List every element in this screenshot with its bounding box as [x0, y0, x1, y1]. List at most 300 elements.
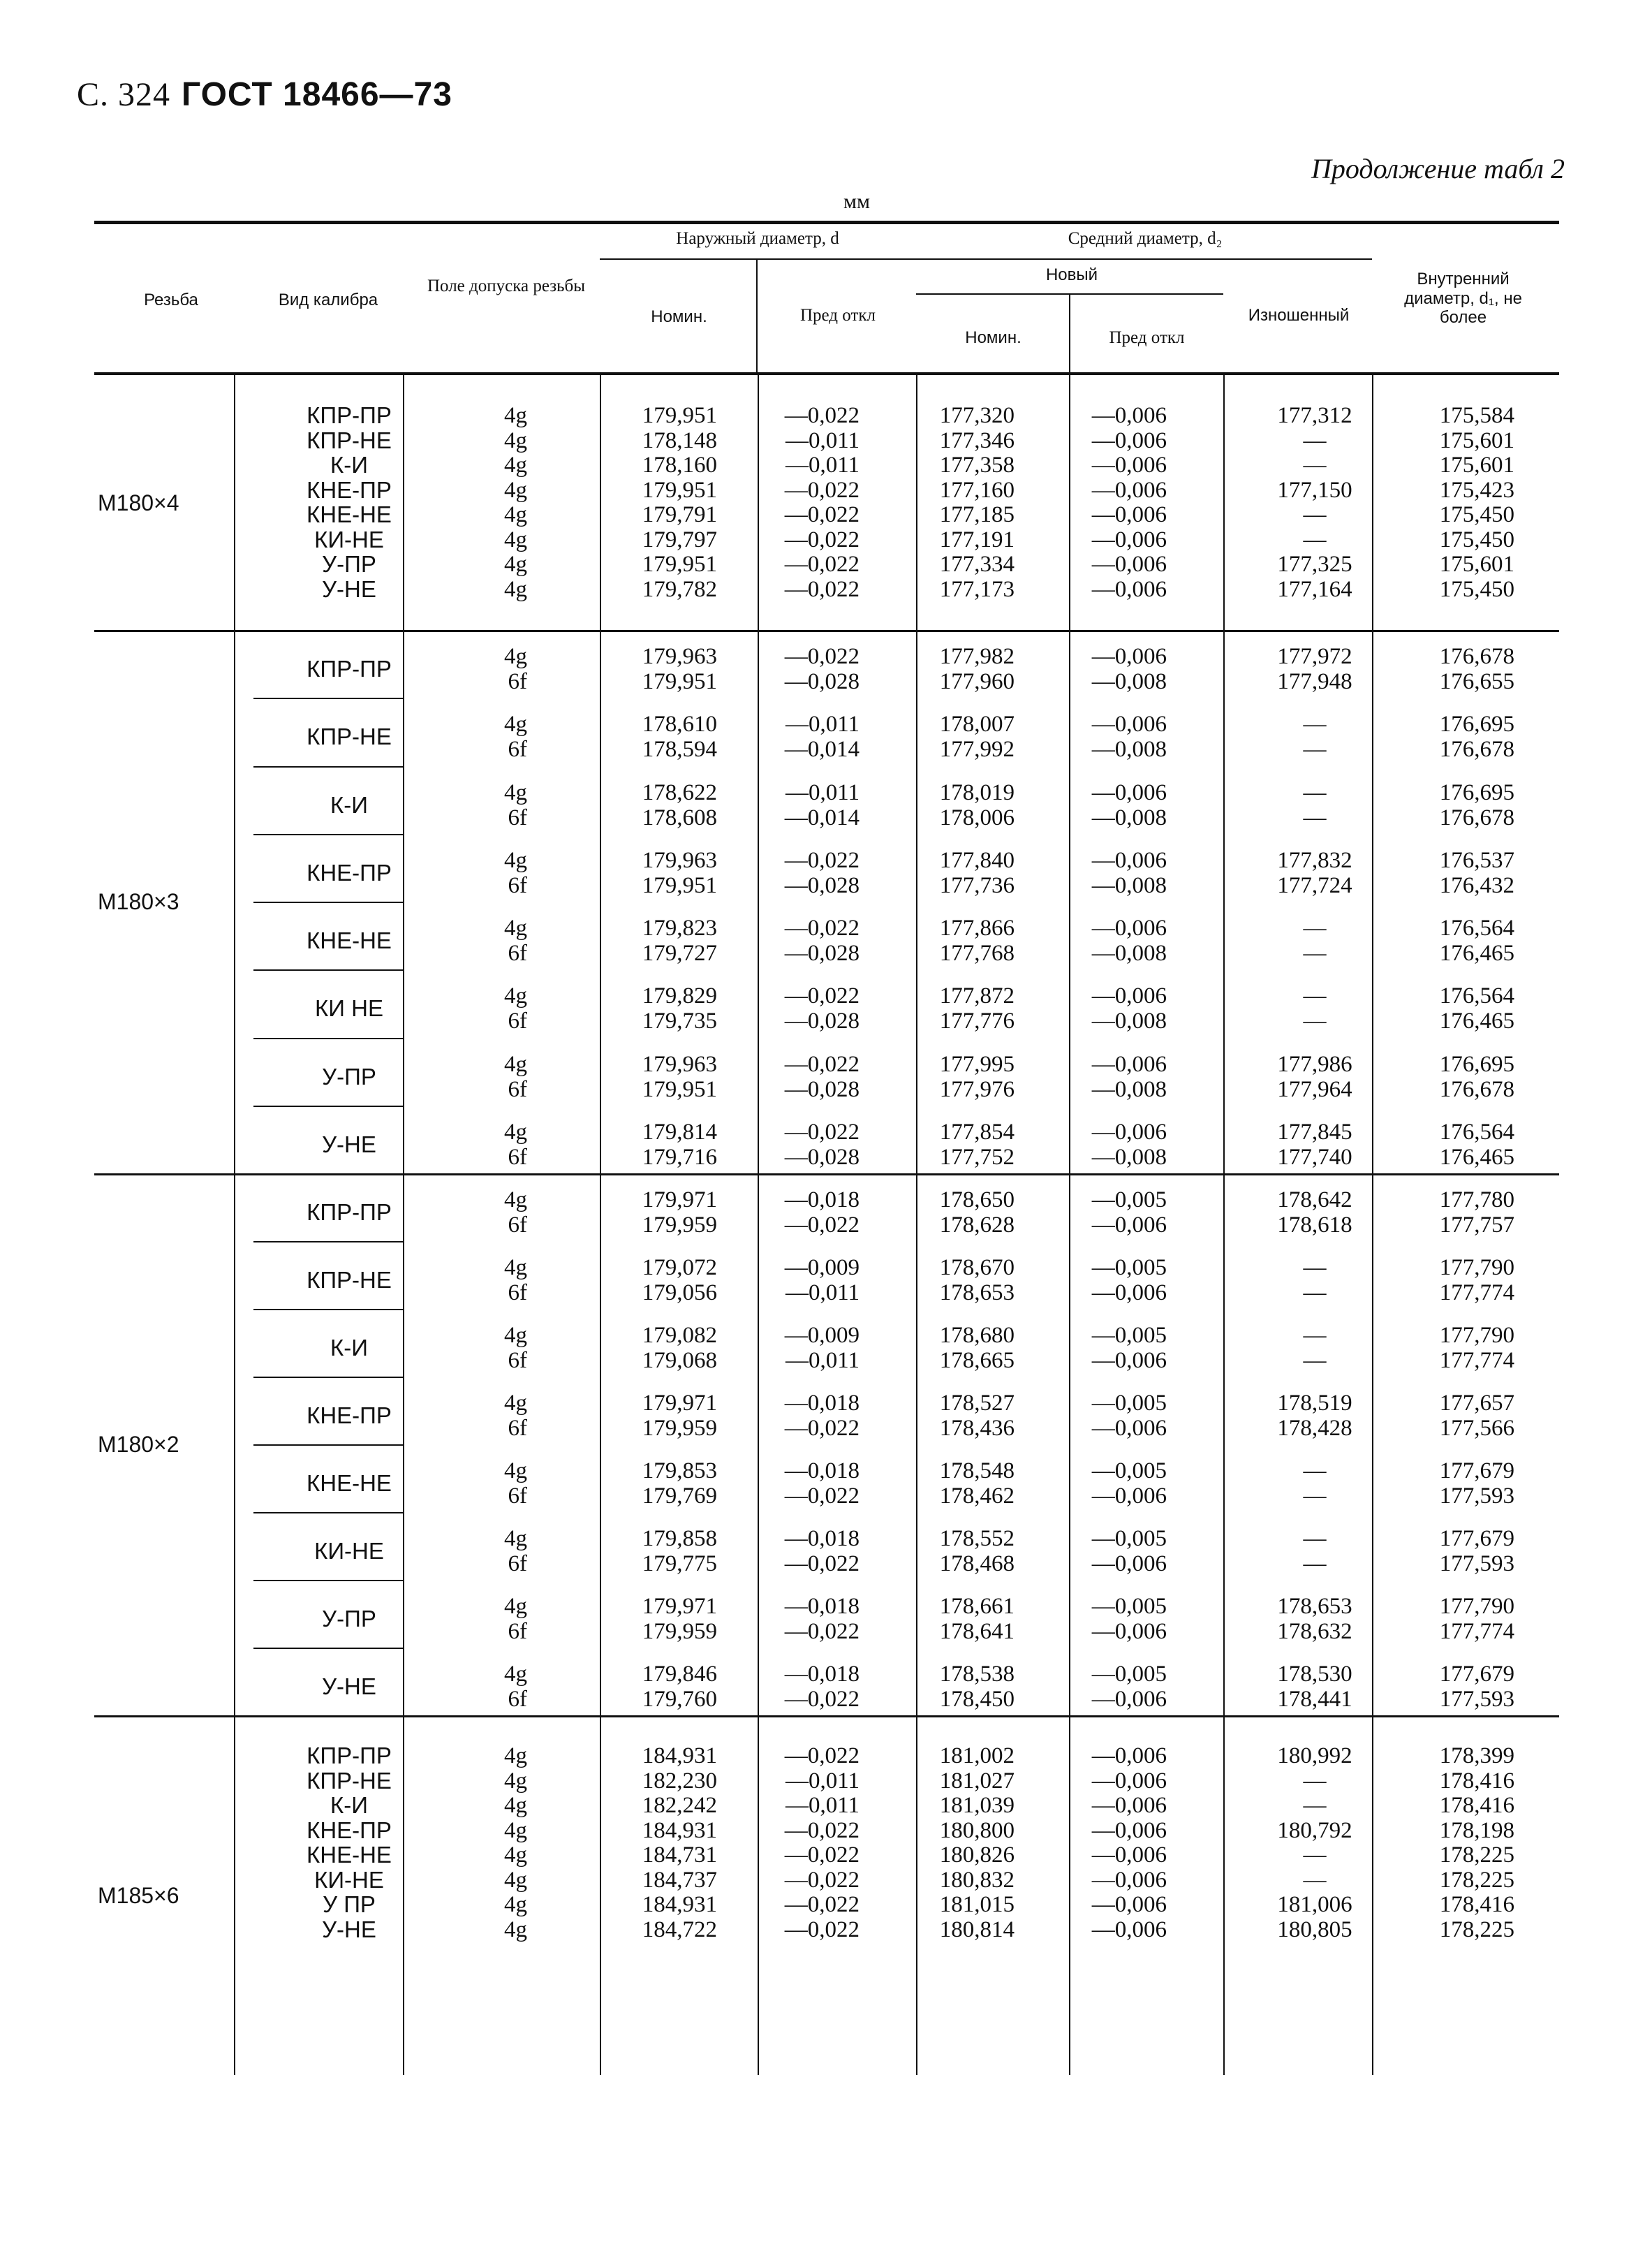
table-cell: —0,005	[1091, 1187, 1167, 1212]
col-header-outer-nominal: Номин.	[651, 307, 707, 326]
gauge-type: У-НЕ	[322, 1916, 376, 1942]
table-cell: —0,018	[784, 1391, 860, 1416]
col-header-outer-diameter: Наружный диаметр, d	[676, 229, 839, 248]
table-cell: 175,450	[1439, 527, 1514, 552]
gauge-type: КПР-ПР	[307, 402, 392, 428]
col-header-thread: Резьба	[144, 291, 198, 309]
table-cell: 178,441	[1277, 1687, 1352, 1712]
table-cell: 178,198	[1439, 1817, 1514, 1843]
table-cell: 179,782	[642, 576, 717, 602]
group-separator	[253, 1648, 403, 1649]
table-cell: 179,068	[642, 1348, 717, 1373]
col-header-new: Новый	[1045, 265, 1098, 284]
table-cell: 178,006	[939, 805, 1015, 830]
table-cell: —0,006	[1091, 527, 1167, 552]
table-cell: 176,695	[1439, 779, 1514, 805]
table-cell: —0,028	[784, 669, 860, 694]
table-cell: 175,601	[1439, 427, 1514, 453]
table-cell: 179,971	[642, 1594, 717, 1619]
table-cell: 177,976	[939, 1076, 1015, 1102]
table-cell: 4g	[504, 779, 527, 805]
table-cell: 178,665	[939, 1348, 1015, 1373]
table-cell: 177,736	[939, 872, 1015, 898]
table-cell: 4g	[504, 403, 527, 428]
table-cell: 179,760	[642, 1687, 717, 1712]
table-cell: 177,840	[939, 847, 1015, 873]
col-header-worn: Изношенный	[1248, 306, 1350, 325]
table-cell: —0,006	[1091, 1892, 1167, 1917]
table-cell: 4g	[504, 1051, 527, 1077]
table-cell: 181,039	[939, 1793, 1015, 1818]
page-header	[77, 75, 452, 114]
table-cell: 4g	[504, 1892, 527, 1917]
group-separator	[253, 1106, 403, 1107]
gauge-type: К-И	[330, 1792, 368, 1818]
table-cell: 179,858	[642, 1526, 717, 1551]
table-cell: 177,164	[1277, 576, 1352, 602]
table-cell: —0,006	[1091, 1619, 1167, 1644]
table-cell: —0,006	[1091, 427, 1167, 453]
thread-designation: М185×6	[98, 1883, 179, 1908]
table-cell: 177,872	[939, 983, 1015, 1009]
table-cell: 177,992	[939, 737, 1015, 763]
table-cell: —0,006	[1091, 1348, 1167, 1373]
table-cell: 175,601	[1439, 552, 1514, 577]
table-cell: 177,866	[939, 916, 1015, 941]
table-cell: —	[1303, 983, 1327, 1009]
gauge-type: КПР-НЕ	[307, 427, 392, 453]
table-cell: 178,007	[939, 712, 1015, 738]
gauge-type: КНЕ-ПР	[307, 476, 392, 503]
table-cell: 178,148	[642, 427, 717, 453]
table-cell: 4g	[504, 1743, 527, 1768]
table-cell: —0,008	[1091, 669, 1167, 694]
table-cell: 176,432	[1439, 872, 1514, 898]
table-cell: 6f	[508, 1619, 527, 1644]
table-cell: —0,022	[784, 1416, 860, 1441]
gauge-type: К-И	[330, 791, 368, 818]
table-cell: —0,028	[784, 941, 860, 966]
table-cell: —0,022	[784, 847, 860, 873]
gauge-type: К-И	[330, 1335, 368, 1361]
table-cell: 177,593	[1439, 1687, 1514, 1712]
table-cell: 178,608	[642, 805, 717, 830]
table-cell: —0,011	[785, 1280, 860, 1305]
table-cell: —0,028	[784, 872, 860, 898]
table-cell: —0,006	[1091, 1743, 1167, 1768]
table-cell: —	[1303, 1551, 1327, 1576]
table-cell: —0,028	[784, 1009, 860, 1034]
table-cell: 4g	[504, 1119, 527, 1145]
table-cell: —0,006	[1091, 1842, 1167, 1868]
table-cell: 181,002	[939, 1743, 1015, 1768]
group-separator	[253, 1241, 403, 1242]
table-cell: 177,185	[939, 502, 1015, 527]
gauge-type: КНЕ-НЕ	[307, 501, 392, 527]
group-separator	[253, 1444, 403, 1446]
table-cell: —0,008	[1091, 872, 1167, 898]
table-cell: 177,995	[939, 1051, 1015, 1077]
gauge-type: У-НЕ	[322, 575, 376, 602]
table-cell: —	[1303, 502, 1327, 527]
table-cell: 179,951	[642, 872, 717, 898]
table-cell: —0,006	[1091, 847, 1167, 873]
table-cell: 177,790	[1439, 1594, 1514, 1619]
table-cell: —	[1303, 1793, 1327, 1818]
table-cell: —0,022	[784, 1619, 860, 1644]
table-cell: —	[1303, 1348, 1327, 1373]
table-cell: 4g	[504, 477, 527, 503]
table-cell: 177,752	[939, 1144, 1015, 1170]
table-cell: 4g	[504, 847, 527, 873]
table-cell: —0,005	[1091, 1323, 1167, 1348]
table-cell: —0,022	[784, 576, 860, 602]
table-cell: —0,022	[784, 1483, 860, 1509]
table-cell: —0,022	[784, 916, 860, 941]
table-cell: —0,006	[1091, 983, 1167, 1009]
table-cell: —0,011	[785, 712, 860, 738]
table-cell: 177,832	[1277, 847, 1352, 873]
table-cell: 178,552	[939, 1526, 1015, 1551]
table-cell: 6f	[508, 805, 527, 830]
table-cell: 179,951	[642, 1076, 717, 1102]
table-cell: 184,931	[642, 1892, 717, 1917]
gauge-type: КИ-НЕ	[314, 1866, 384, 1893]
table-cell: 178,618	[1277, 1212, 1352, 1238]
table-cell: —0,006	[1091, 1212, 1167, 1238]
group-separator	[253, 766, 403, 768]
table-cell: —0,008	[1091, 1009, 1167, 1034]
table-cell: 179,951	[642, 477, 717, 503]
group-separator	[253, 698, 403, 699]
table-cell: —	[1303, 916, 1327, 941]
table-cell: 177,768	[939, 941, 1015, 966]
table-cell: 181,027	[939, 1768, 1015, 1794]
table-cell: 176,678	[1439, 737, 1514, 763]
table-cell: —0,006	[1091, 453, 1167, 478]
table-cell: 4g	[504, 1323, 527, 1348]
gauge-type: У-ПР	[322, 551, 376, 577]
table-cell: —0,006	[1091, 477, 1167, 503]
gauge-type: КПР-НЕ	[307, 724, 392, 750]
table-cell: 177,740	[1277, 1144, 1352, 1170]
table-cell: 4g	[504, 1458, 527, 1483]
table-cell: —0,006	[1091, 1867, 1167, 1893]
table-cell: 178,416	[1439, 1892, 1514, 1917]
table-cell: 178,468	[939, 1551, 1015, 1576]
table-cell: 178,653	[1277, 1594, 1352, 1619]
table-cell: 4g	[504, 1187, 527, 1212]
table-cell: 178,680	[939, 1323, 1015, 1348]
table-cell: —0,006	[1091, 916, 1167, 941]
table-cell: —0,028	[784, 1144, 860, 1170]
table-cell: —0,006	[1091, 1916, 1167, 1942]
group-separator	[253, 1512, 403, 1513]
table-cell: —0,011	[785, 1793, 860, 1818]
table-cell: 179,951	[642, 403, 717, 428]
table-cell: —0,005	[1091, 1526, 1167, 1551]
table-cell: 175,601	[1439, 453, 1514, 478]
table-cell: —0,028	[784, 1076, 860, 1102]
table-cell: 6f	[508, 1348, 527, 1373]
table-cell: —0,022	[784, 1551, 860, 1576]
gauge-type: КПР-НЕ	[307, 1767, 392, 1794]
table-cell: 179,082	[642, 1323, 717, 1348]
table-cell: 4g	[504, 712, 527, 738]
section-separator	[94, 1715, 1559, 1717]
table-cell: —	[1303, 1323, 1327, 1348]
table-cell: 179,959	[642, 1619, 717, 1644]
table-cell: 4g	[504, 1842, 527, 1868]
table-cell: 180,805	[1277, 1916, 1352, 1942]
table-cell: 178,019	[939, 779, 1015, 805]
table-cell: —0,006	[1091, 1687, 1167, 1712]
gauge-type: КНЕ-НЕ	[307, 1842, 392, 1868]
table-cell: —0,006	[1091, 552, 1167, 577]
table-cell: 179,963	[642, 847, 717, 873]
table-cell: 6f	[508, 1551, 527, 1576]
table-cell: 179,791	[642, 502, 717, 527]
table-cell: 176,564	[1439, 916, 1514, 941]
table-cell: —0,005	[1091, 1662, 1167, 1687]
col-header-gauge: Вид калибра	[278, 291, 378, 309]
table-cell: —	[1303, 1458, 1327, 1483]
table-cell: 181,006	[1277, 1892, 1352, 1917]
table-cell: 179,951	[642, 552, 717, 577]
table-cell: —0,005	[1091, 1255, 1167, 1280]
table-cell: —0,006	[1091, 712, 1167, 738]
table-cell: 176,678	[1439, 1076, 1514, 1102]
table-cell: 176,564	[1439, 983, 1514, 1009]
table-cell: 179,056	[642, 1280, 717, 1305]
table-cell: 175,584	[1439, 403, 1514, 428]
data-table	[94, 221, 1559, 2075]
table-cell: —0,006	[1091, 1280, 1167, 1305]
table-cell: 179,951	[642, 669, 717, 694]
table-cell: 178,653	[939, 1280, 1015, 1305]
table-cell: 178,548	[939, 1458, 1015, 1483]
table-cell: 6f	[508, 669, 527, 694]
table-cell: 179,716	[642, 1144, 717, 1170]
table-cell: —	[1303, 1842, 1327, 1868]
gauge-type: КПР-ПР	[307, 656, 392, 682]
table-cell: 177,986	[1277, 1051, 1352, 1077]
table-cell: —0,018	[784, 1594, 860, 1619]
thread-designation: М180×3	[98, 889, 179, 914]
table-cell: —0,008	[1091, 737, 1167, 763]
table-cell: —0,022	[784, 552, 860, 577]
table-cell: 178,399	[1439, 1743, 1514, 1768]
thread-designation: М180×4	[98, 490, 179, 515]
table-cell: 179,971	[642, 1187, 717, 1212]
table-cell: —0,022	[784, 403, 860, 428]
gauge-type: КИ НЕ	[315, 995, 383, 1022]
gauge-type: У-ПР	[322, 1606, 376, 1632]
table-cell: —0,008	[1091, 805, 1167, 830]
col-header-pitch-deviation: Пред откл	[1109, 328, 1185, 347]
table-cell: —0,022	[784, 1867, 860, 1893]
table-cell: 4g	[504, 552, 527, 577]
table-cell: —0,006	[1091, 1551, 1167, 1576]
gauge-type: КИ-НЕ	[314, 526, 384, 552]
table-cell: —0,014	[784, 737, 860, 763]
table-cell: —0,006	[1091, 576, 1167, 602]
table-cell: —0,006	[1091, 779, 1167, 805]
table-cell: 6f	[508, 1416, 527, 1441]
table-cell: 176,655	[1439, 669, 1514, 694]
table-cell: —0,009	[784, 1323, 860, 1348]
table-cell: 4g	[504, 1793, 527, 1818]
table-cell: 178,160	[642, 453, 717, 478]
table-cell: —0,006	[1091, 1483, 1167, 1509]
table-cell: 177,679	[1439, 1662, 1514, 1687]
table-cell: 177,160	[939, 477, 1015, 503]
col-header-outer-deviation: Пред откл	[799, 306, 876, 325]
table-cell: 180,800	[939, 1817, 1015, 1843]
table-cell: 180,992	[1277, 1743, 1352, 1768]
table-cell: 177,780	[1439, 1187, 1514, 1212]
table-cell: 6f	[508, 1076, 527, 1102]
table-cell: 180,792	[1277, 1817, 1352, 1843]
table-cell: 177,964	[1277, 1076, 1352, 1102]
table-cell: 184,931	[642, 1817, 717, 1843]
table-cell: —0,011	[785, 1768, 860, 1794]
table-cell: 175,450	[1439, 576, 1514, 602]
header-divider-new	[1069, 295, 1070, 373]
group-separator	[253, 902, 403, 903]
table-cell: 176,695	[1439, 712, 1514, 738]
table-cell: —0,006	[1091, 1416, 1167, 1441]
table-cell: —0,022	[784, 1743, 860, 1768]
table-cell: 4g	[504, 983, 527, 1009]
table-cell: —0,006	[1091, 644, 1167, 669]
table-cell: 178,628	[939, 1212, 1015, 1238]
group-separator	[253, 1580, 403, 1581]
table-top-rule	[94, 221, 1559, 224]
table-cell: 177,173	[939, 576, 1015, 602]
table-cell: —	[1303, 1009, 1327, 1034]
table-cell: —	[1303, 779, 1327, 805]
table-cell: 6f	[508, 1483, 527, 1509]
table-cell: —0,018	[784, 1526, 860, 1551]
table-cell: 178,450	[939, 1687, 1015, 1712]
table-cell: 182,242	[642, 1793, 717, 1818]
table-cell: 178,632	[1277, 1619, 1352, 1644]
gauge-type: К-И	[330, 452, 368, 478]
table-cell: —	[1303, 1280, 1327, 1305]
table-cell: 6f	[508, 1144, 527, 1170]
header-rule-outer	[600, 258, 1372, 260]
col-header-pitch-nominal: Номин.	[965, 328, 1022, 347]
page-number: С. 324	[77, 76, 171, 113]
table-cell: —0,005	[1091, 1391, 1167, 1416]
table-cell: —0,006	[1091, 1817, 1167, 1843]
table-cell: —0,006	[1091, 1051, 1167, 1077]
gauge-type: КНЕ-ПР	[307, 859, 392, 886]
table-cell: —0,018	[784, 1458, 860, 1483]
table-cell: —	[1303, 1483, 1327, 1509]
table-cell: 176,537	[1439, 847, 1514, 873]
table-cell: —0,006	[1091, 1793, 1167, 1818]
group-separator	[253, 969, 403, 971]
table-cell: 179,797	[642, 527, 717, 552]
table-cell: 178,436	[939, 1416, 1015, 1441]
table-continuation-note: Продолжение табл 2	[1311, 153, 1565, 184]
table-cell: —0,009	[784, 1255, 860, 1280]
table-cell: 178,225	[1439, 1867, 1514, 1893]
table-cell: 177,593	[1439, 1483, 1514, 1509]
table-cell: 178,538	[939, 1662, 1015, 1687]
table-cell: 179,846	[642, 1662, 717, 1687]
table-cell: 178,661	[939, 1594, 1015, 1619]
gauge-type: У ПР	[323, 1891, 376, 1917]
table-cell: 4g	[504, 427, 527, 453]
table-cell: 177,150	[1277, 477, 1352, 503]
table-cell: 178,519	[1277, 1391, 1352, 1416]
gauge-type: КНЕ-ПР	[307, 1402, 392, 1428]
table-cell: 6f	[508, 1009, 527, 1034]
table-cell: 177,334	[939, 552, 1015, 577]
table-cell: —0,022	[784, 1119, 860, 1145]
gauge-type: КНЕ-НЕ	[307, 927, 392, 953]
table-cell: 178,428	[1277, 1416, 1352, 1441]
table-cell: —0,022	[784, 644, 860, 669]
table-cell: 177,776	[939, 1009, 1015, 1034]
header-bottom-rule	[94, 372, 1559, 375]
table-cell: —0,006	[1091, 502, 1167, 527]
group-separator	[253, 1309, 403, 1310]
table-cell: 4g	[504, 1768, 527, 1794]
table-cell: 177,845	[1277, 1119, 1352, 1145]
table-cell: 182,230	[642, 1768, 717, 1794]
section-separator	[94, 630, 1559, 632]
table-cell: —0,022	[784, 1817, 860, 1843]
table-cell: —0,011	[785, 1348, 860, 1373]
table-cell: —0,008	[1091, 941, 1167, 966]
table-cell: 179,963	[642, 644, 717, 669]
table-cell: 177,982	[939, 644, 1015, 669]
table-cell: 177,566	[1439, 1416, 1514, 1441]
table-cell: 177,948	[1277, 669, 1352, 694]
table-cell: 178,622	[642, 779, 717, 805]
table-cell: 177,854	[939, 1119, 1015, 1145]
table-cell: 4g	[504, 1594, 527, 1619]
col-header-pitch-diameter: Средний диаметр, d₂	[1068, 229, 1223, 248]
table-cell: 177,679	[1439, 1458, 1514, 1483]
table-cell: —0,022	[784, 1212, 860, 1238]
table-cell: 175,423	[1439, 477, 1514, 503]
table-cell: 4g	[504, 502, 527, 527]
table-cell: 4g	[504, 1255, 527, 1280]
table-cell: —0,022	[784, 1842, 860, 1868]
table-cell: —0,022	[784, 477, 860, 503]
table-cell: —	[1303, 1867, 1327, 1893]
table-cell: 184,931	[642, 1743, 717, 1768]
table-cell: 178,527	[939, 1391, 1015, 1416]
table-cell: 176,678	[1439, 644, 1514, 669]
table-cell: 176,465	[1439, 941, 1514, 966]
table-cell: 4g	[504, 1817, 527, 1843]
table-cell: 177,320	[939, 403, 1015, 428]
table-cell: 178,225	[1439, 1916, 1514, 1942]
table-cell: 176,695	[1439, 1051, 1514, 1077]
group-separator	[253, 834, 403, 835]
table-cell: 4g	[504, 1916, 527, 1942]
table-cell: —	[1303, 1255, 1327, 1280]
table-cell: 177,774	[1439, 1348, 1514, 1373]
table-cell: —0,006	[1091, 1768, 1167, 1794]
table-cell: 178,416	[1439, 1793, 1514, 1818]
